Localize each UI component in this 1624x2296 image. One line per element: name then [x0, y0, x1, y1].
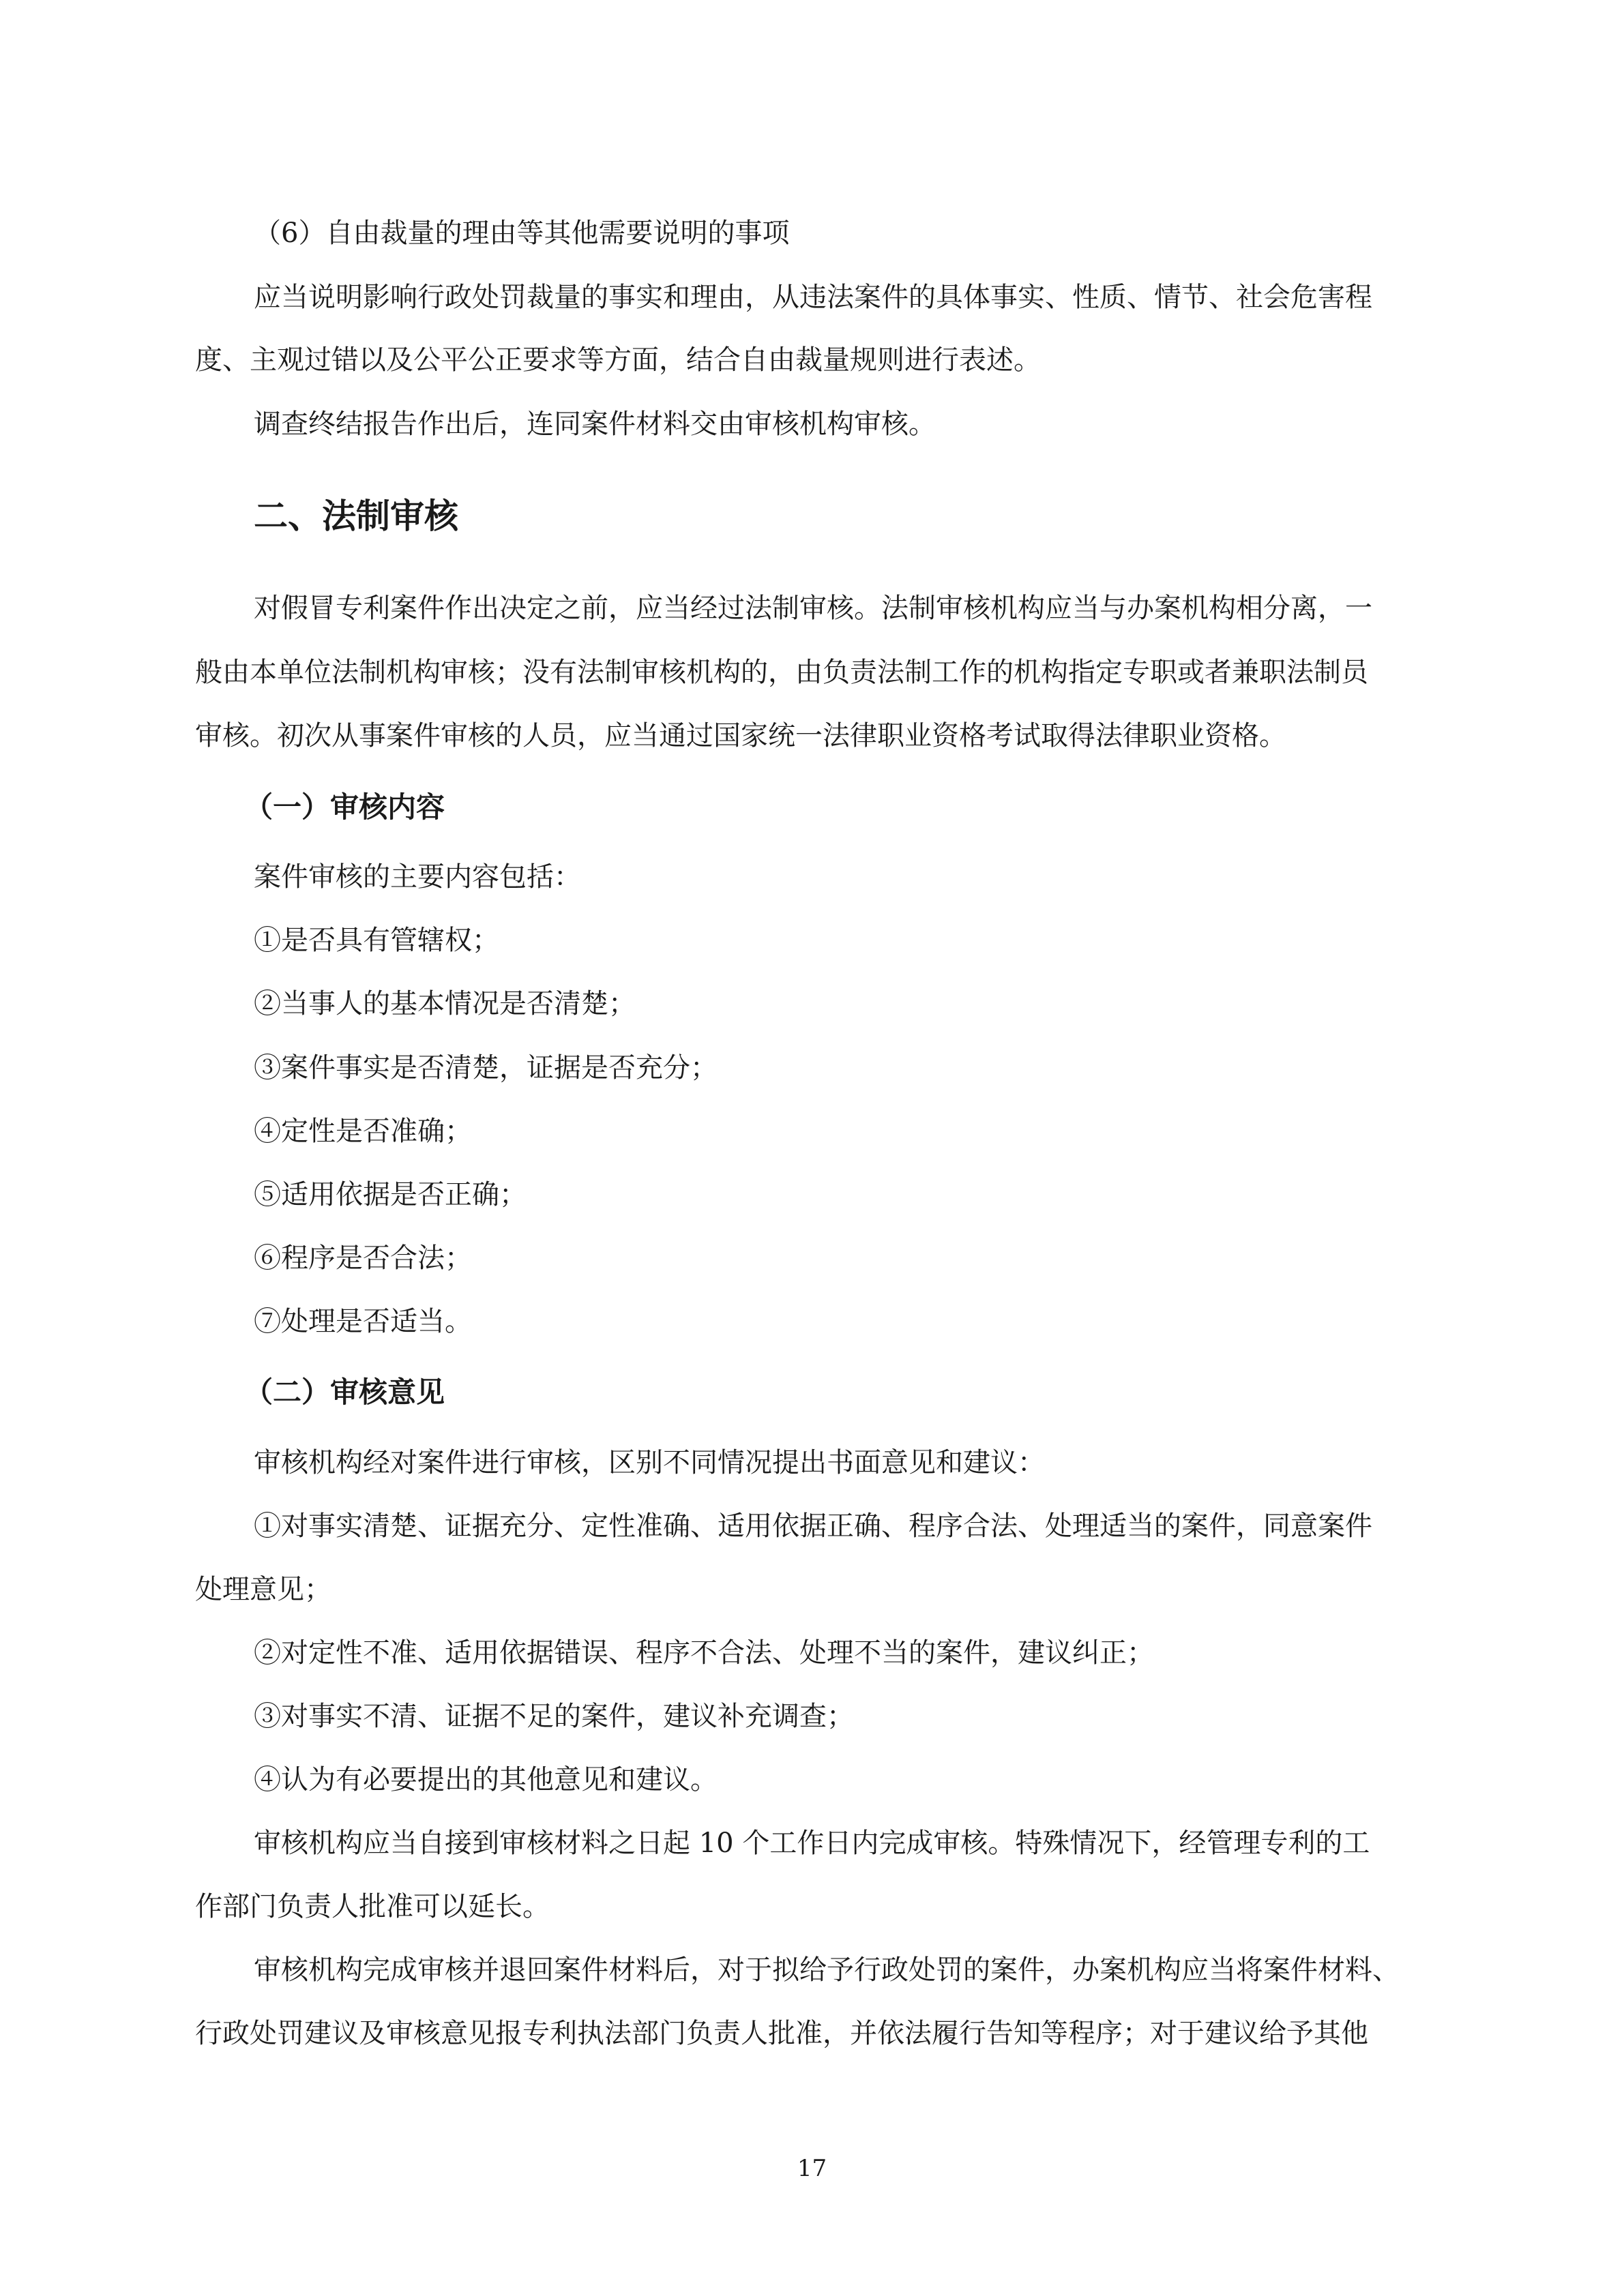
- paragraph-line: 案件审核的主要内容包括：: [254, 861, 581, 893]
- list-item: ③对事实不清、证据不足的案件，建议补充调查；: [254, 1701, 854, 1732]
- list-item: ⑦处理是否适当。: [254, 1306, 472, 1337]
- section-heading-legal-review: 二、法制审核: [254, 496, 458, 536]
- paragraph-line: 对假冒专利案件作出决定之前，应当经过法制审核。法制审核机构应当与办案机构相分离，一: [254, 593, 1372, 624]
- list-item: ②当事人的基本情况是否清楚；: [254, 988, 636, 1019]
- list-item: ①对事实清楚、证据充分、定性准确、适用依据正确、程序合法、处理适当的案件，同意案件: [254, 1510, 1372, 1542]
- paragraph-line: 行政处罚建议及审核意见报专利执法部门负责人批准，并依法履行告知等程序；对于建议给予其他: [195, 2018, 1368, 2049]
- list-item: ⑥程序是否合法；: [254, 1242, 472, 1274]
- page-number: 17: [797, 2155, 827, 2182]
- subsection-heading-review-opinion: （二）审核意见: [244, 1375, 445, 1409]
- paragraph-line: 作部门负责人批准可以延长。: [195, 1891, 550, 1922]
- paragraph-line: 审核机构应当自接到审核材料之日起 10 个工作日内完成审核。特殊情况下，经管理专利的工: [254, 1828, 1370, 1859]
- subsection-heading-review-content: （一）审核内容: [244, 790, 445, 824]
- paragraph-line: 般由本单位法制机构审核；没有法制审核机构的，由负责法制工作的机构指定专职或者兼职法制员: [195, 657, 1368, 688]
- paragraph-line: 审核机构完成审核并退回案件材料后，对于拟给予行政处罚的案件，办案机构应当将案件材料、: [254, 1954, 1400, 1986]
- list-item: ②对定性不准、适用依据错误、程序不合法、处理不当的案件，建议纠正；: [254, 1637, 1154, 1669]
- list-item: ④认为有必要提出的其他意见和建议。: [254, 1764, 718, 1795]
- paragraph-line: 调查终结报告作出后，连同案件材料交由审核机构审核。: [254, 408, 936, 440]
- paragraph-line: 审核。初次从事案件审核的人员，应当通过国家统一法律职业资格考试取得法律职业资格。: [195, 720, 1286, 751]
- paragraph-line: 应当说明影响行政处罚裁量的事实和理由，从违法案件的具体事实、性质、情节、社会危害程: [254, 282, 1372, 313]
- list-item-continuation: 处理意见；: [195, 1574, 331, 1605]
- list-item: ③案件事实是否清楚，证据是否充分；: [254, 1052, 718, 1084]
- paragraph-line: 审核机构经对案件进行审核，区别不同情况提出书面意见和建议：: [254, 1447, 1045, 1478]
- paragraph-line: 度、主观过错以及公平公正要求等方面，结合自由裁量规则进行表述。: [195, 344, 1041, 376]
- list-item: ①是否具有管辖权；: [254, 925, 499, 956]
- list-item: ④定性是否准确；: [254, 1116, 472, 1147]
- item-6-heading: （6）自由裁量的理由等其他需要说明的事项: [254, 218, 790, 249]
- list-item: ⑤适用依据是否正确；: [254, 1179, 527, 1210]
